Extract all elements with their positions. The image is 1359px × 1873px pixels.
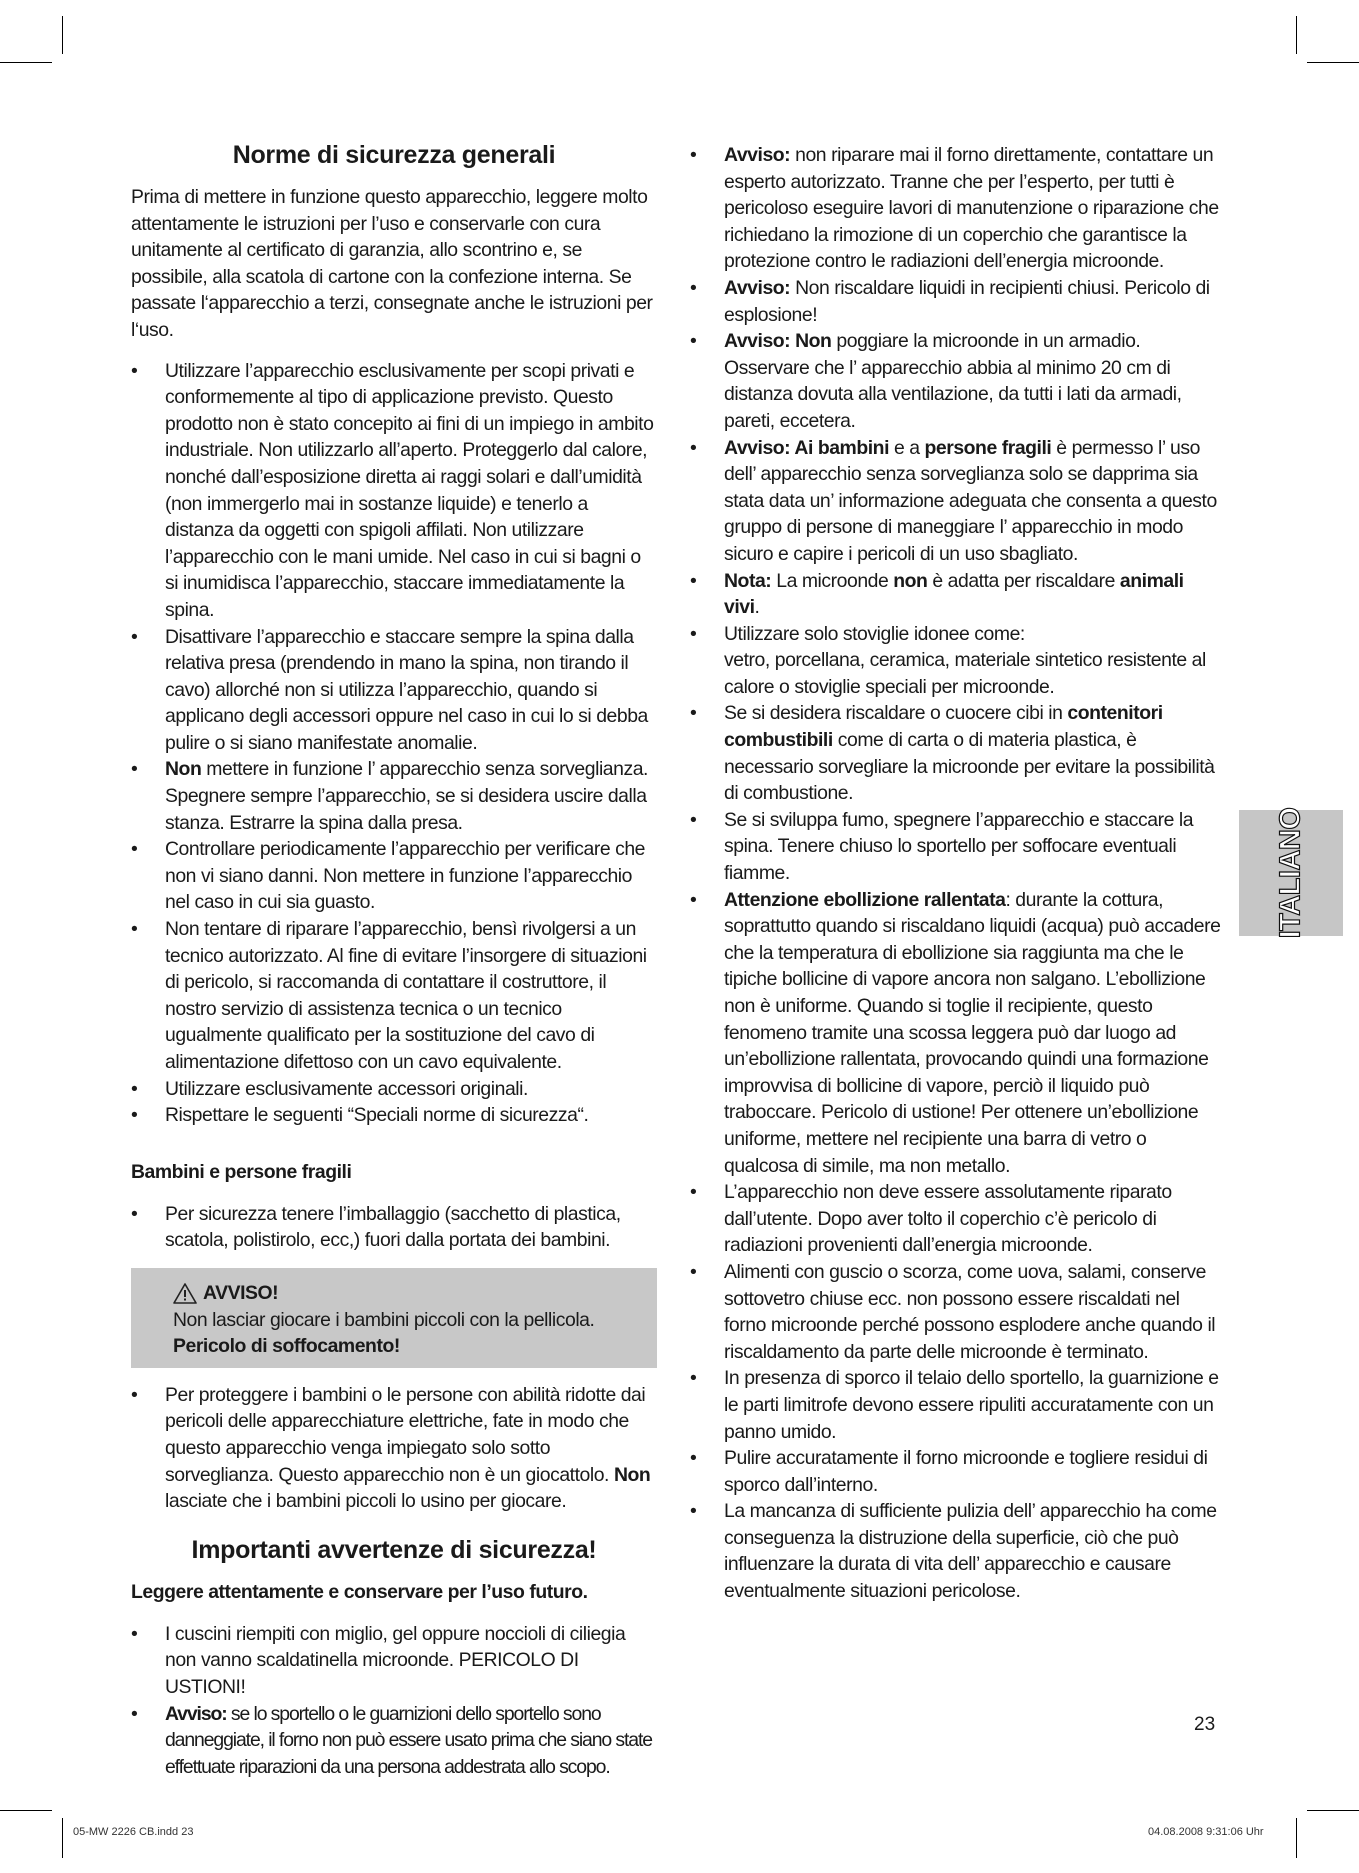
crop-mark xyxy=(1307,1810,1359,1811)
list-item: • Controllare periodicamente l’apparecchio per verificare che non vi siano danni. Non mettere in funzione l’apparecchio nel caso in cui sia guasto. xyxy=(131,836,657,916)
crop-mark xyxy=(1296,1818,1297,1858)
crop-mark xyxy=(62,1818,63,1858)
bold-text: Avviso: xyxy=(165,1702,227,1725)
list-item: • Avviso: se lo sportello o le guarnizioni dello sportello sono danneggiate, il forno non può essere usato prima che siano state effettuate riparazioni da una persona addestrata allo scopo. xyxy=(131,1701,657,1781)
right-column xyxy=(690,142,1222,1605)
list-item: • Per proteggere i bambini o le persone con abilità ridotte dai pericoli delle apparecchiature elettriche, fate in modo che questo apparecchio venga impiegato solo sotto sorveglianza. Questo apparecchio non è un giocattolo. Non lasciate che i bambini piccoli lo usino per giocare. xyxy=(131,1382,657,1515)
list-item: • Per sicurezza tenere l’imballaggio (sacchetto di plastica, scatola, polistirolo, ecc,) fuori dalla portata dei bambini. xyxy=(131,1201,657,1254)
language-side-tab xyxy=(1239,807,1343,939)
crop-mark xyxy=(1296,16,1297,54)
warning-header xyxy=(173,1280,645,1307)
list-item: • Avviso: Non riscaldare liquidi in recipienti chiusi. Pericolo di esplosione! xyxy=(690,275,1222,328)
protect-list xyxy=(131,1382,657,1515)
list-item: • Utilizzare solo stoviglie idonee come: vetro, porcellana, ceramica, materiale sintetico resistente al calore o stoviglie speciali per microonde. xyxy=(690,621,1222,701)
general-safety-list xyxy=(131,358,657,1129)
crop-mark xyxy=(0,62,52,63)
list-item: • Nota: La microonde non è adatta per riscaldare animali vivi. xyxy=(690,568,1222,621)
subheading-keep: Leggere attentamente e conservare per l’uso futuro. xyxy=(131,1580,588,1603)
list-item: • In presenza di sporco il telaio dello sportello, la guarnizione e le parti limitrofe devono essere ripuliti accuratamente con un panno umido. xyxy=(690,1365,1222,1445)
list-item: • Disattivare l’apparecchio e staccare sempre la spina dalla relativa presa (prendendo in mano la spina, non tirando il cavo) allorché non si utilizza l’apparecchio, quando si applicano degli accessori oppure nel caso in cui lo si debba pulire o si siano manifestate anomalie. xyxy=(131,624,657,757)
list-item: • L’apparecchio non deve essere assolutamente riparato dall’utente. Dopo aver tolto il coperchio c’è pericolo di radiazioni provenienti dall’energia microonde. xyxy=(690,1179,1222,1259)
bold-text: Non xyxy=(613,1463,651,1486)
warning-box xyxy=(131,1268,657,1368)
page-number: 23 xyxy=(1194,1714,1216,1735)
subheading-children: Bambini e persone fragili xyxy=(131,1160,352,1183)
list-item: • La mancanza di sufficiente pulizia dell’ apparecchio ha come conseguenza la distruzione della superficie, ciò che può influenzare la durata di vita dell’ apparecchio e causare eventualmente situazioni pericolose. xyxy=(690,1498,1222,1604)
warning-triangle-icon xyxy=(173,1283,197,1304)
warning-title: AVVISO! xyxy=(203,1281,279,1304)
warning-bold-text: Pericolo di soffocamento! xyxy=(173,1335,400,1358)
heading-general-safety: Norme di sicurezza generali xyxy=(232,141,556,169)
crop-mark xyxy=(1307,62,1359,63)
language-label: ITALIANO xyxy=(1274,807,1307,939)
list-item: • Rispettare le seguenti “Speciali norme di sicurezza“. xyxy=(131,1102,657,1129)
list-item: • Pulire accuratamente il forno microonde e togliere residui di sporco dall’interno. xyxy=(690,1445,1222,1498)
list-item: • Se si sviluppa fumo, spegnere l’apparecchio e staccare la spina. Tenere chiuso lo sportello per soffocare eventuali fiamme. xyxy=(690,807,1222,887)
list-item: • Avviso: non riparare mai il forno direttamente, contattare un esperto autorizzato. Tranne che per l’esperto, per tutti è pericoloso eseguire lavori di manutenzione o riparazione che richiedano la rimozione di un coperchio che garantisce la protezione contro le radiazioni dell’energia microonde. xyxy=(690,142,1222,275)
list-item: • Se si desidera riscaldare o cuocere cibi in contenitori combustibili come di carta o di materia plastica, è necessario sorvegliare la microonde per evitare la possibilità di combustione. xyxy=(690,700,1222,806)
list-item: • Avviso: Ai bambini e a persone fragili è permesso l’ uso dell’ apparecchio senza sorveglianza solo se dapprima sia stata data un’ informazione adeguata che consenta a questo gruppo di persone di maneggiare l’ apparecchio in modo sicuro e capire i pericoli di un uso sbagliato. xyxy=(690,435,1222,568)
warnings-list xyxy=(690,142,1222,1605)
bold-text: Non xyxy=(165,758,202,781)
footer-timestamp: 04.08.2008 9:31:06 Uhr xyxy=(1148,1826,1264,1838)
warning-text: Non lasciar giocare i bambini piccoli con la pellicola. xyxy=(173,1308,595,1331)
list-item: • Alimenti con guscio o scorza, come uova, salami, conserve sottovetro chiuse ecc. non possono essere riscaldati nel forno microonde perché possono esplodere anche quando il riscaldamento da parte delle microonde è terminato. xyxy=(690,1259,1222,1365)
footer-file-name: 05-MW 2226 CB.indd 23 xyxy=(73,1826,194,1838)
left-column xyxy=(131,140,657,1780)
intro-paragraph: Prima di mettere in funzione questo apparecchio, leggere molto attentamente le istruzioni per l’uso e conservarle con cura unitamente al certificato di garanzia, allo scontrino e, se possibile, alla scatola di cartone con la confezione interna. Se passate l‘apparecchio a terzi, consegnate anche le istruzioni per l‘uso. xyxy=(131,186,653,341)
children-list xyxy=(131,1201,657,1254)
list-item: • Non tentare di riparare l’apparecchio, bensì rivolgersi a un tecnico autorizzato. Al fine di evitare l’insorgere di situazioni di pericolo, si raccomanda di contattare il costruttore, il nostro servizio di assistenza tecnica o un tecnico ugualmente qualificato per la sostituzione del cavo di alimentazione difettoso con un cavo equivalente. xyxy=(131,916,657,1076)
list-item: • I cuscini riempiti con miglio, gel oppure noccioli di ciliegia non vanno scaldatinella microonde. PERICOLO DI USTIONI! xyxy=(131,1621,657,1701)
list-item: • Attenzione ebollizione rallentata: durante la cottura, soprattutto quando si riscaldano liquidi (acqua) può accadere che la temperatura di ebollizione sia raggiunta ma che le tipiche bollicine di vapore ancora non salgano. L’ebollizione non è uniforme. Quando si toglie il recipiente, questo fenomeno tramite una scossa leggera può dar luogo ad un’ebollizione rallentata, provocando quindi una formazione improvvisa di bollicine di vapore, perciò il liquido può traboccare. Pericolo di ustione! Per ottenere un’ebollizione uniforme, mettere nel recipiente una barra di vetro o qualcosa di simile, ma non metallo. xyxy=(690,887,1222,1180)
heading-important-warnings: Importanti avvertenze di sicurezza! xyxy=(191,1535,597,1564)
crop-mark xyxy=(0,1810,52,1811)
list-item: • Non mettere in funzione l’ apparecchio senza sorveglianza. Spegnere sempre l’apparecchio, se si desidera uscire dalla stanza. Estrarre la spina dalla presa. xyxy=(131,756,657,836)
list-item: • Avviso: Non poggiare la microonde in un armadio. Osservare che l’ apparecchio abbia al minimo 20 cm di distanza dovuta alla ventilazione, da tutti i lati da armadi, pareti, eccetera. xyxy=(690,328,1222,434)
crop-mark xyxy=(62,16,63,54)
list-item: • Utilizzare esclusivamente accessori originali. xyxy=(131,1076,657,1103)
list-item: • Utilizzare l’apparecchio esclusivamente per scopi privati e conformemente al tipo di applicazione previsto. Questo prodotto non è stato concepito ai fini di un impiego in ambito industriale. Non utilizzarlo all’aperto. Proteggerlo dal calore, nonché dall’esposizione diretta ai raggi solari e dall’umidità (non immergerlo mai in sostanze liquide) e tenerlo a distanza da oggetti con spigoli affilati. Non utilizzare l’apparecchio con le mani umide. Nel caso in cui si bagni o si inumidisca l’apparecchio, staccare immediatamente la spina. xyxy=(131,358,657,624)
important-list xyxy=(131,1621,657,1781)
